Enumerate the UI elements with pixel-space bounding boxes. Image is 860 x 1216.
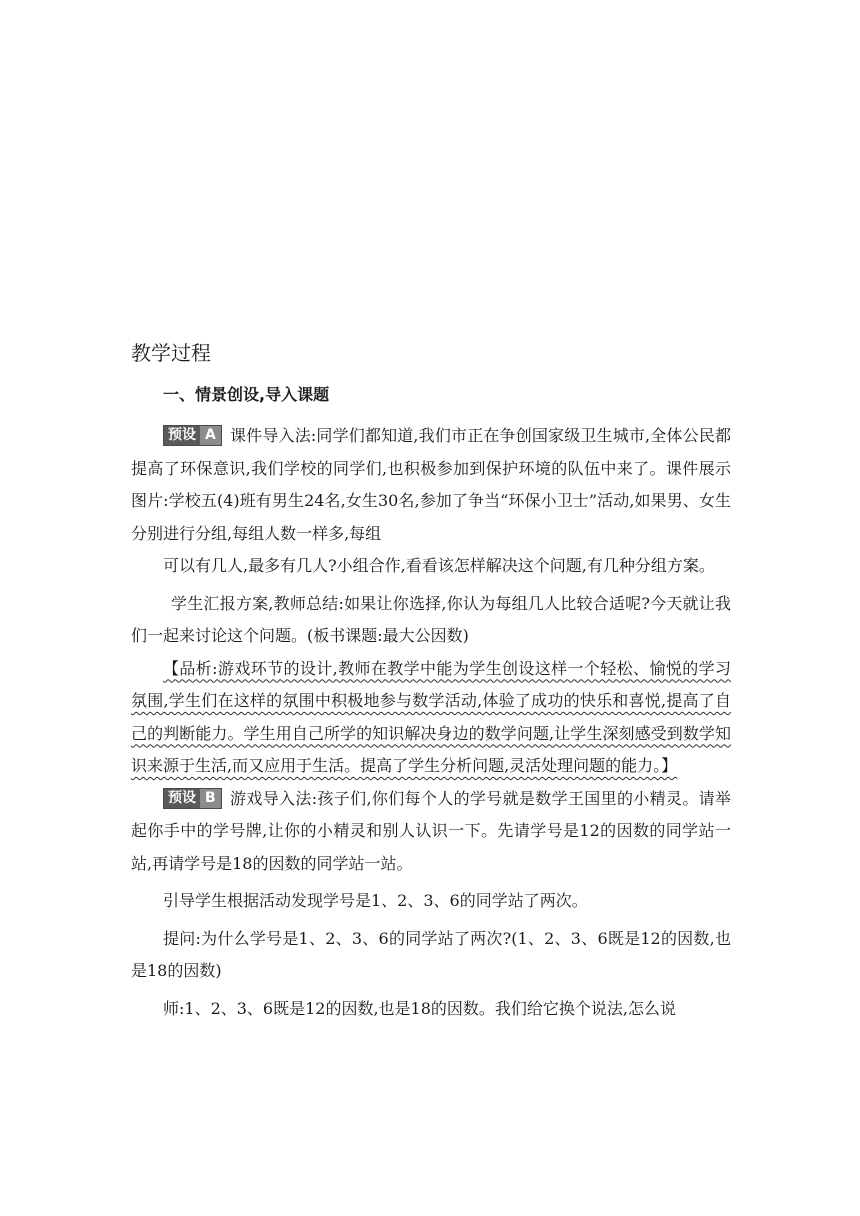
preset-b-paragraph bbox=[131, 783, 731, 881]
preset-a-intro-text: 课件导入法:同学们都知道,我们市正在争创国家级卫生城市,全体公民都提高了环保意识,我们学校的同学们,也积极参加到保护环境的队伍中来了。课件展示图片:学校五(4)班有男生24名,女生30名,参加了争当“环保小卫士”活动,如果男、女生分别进行分组,每组人数一样多,每组 bbox=[131, 426, 731, 543]
preset-b-teacher-paragraph: 师:1、2、3、6既是12的因数,也是18的因数。我们给它换个说法,怎么说 bbox=[163, 998, 677, 1018]
preset-a-question-paragraph: 可以有几人,最多有几人?小组合作,看看该怎样解决这个问题,有几种分组方案。 bbox=[163, 556, 715, 575]
preset-b-question-paragraph: 提问:为什么学号是1、2、3、6的同学站了两次?(1、2、3、6既是12的因数,也是18的因数) bbox=[131, 928, 731, 980]
preset-b-tag bbox=[163, 788, 222, 809]
analysis-paragraph: 【品析:游戏环节的设计,教师在教学中能为学生创设这样一个轻松、愉悦的学习氛围,学生们在这样的氛围中积极地参与数学活动,体验了成功的快乐和喜悦,提高了自己的判断能力。学生用自己所学的知识解决身边的数学问题,让学生深刻感受到数学知识来源于生活,而又应用于生活。提高了学生分析问题,灵活处理问题的能力。】 bbox=[131, 658, 731, 775]
document-body bbox=[131, 338, 731, 1025]
preset-tag-letter: A bbox=[200, 426, 221, 445]
preset-a-paragraph bbox=[131, 420, 731, 550]
section-title: 教学过程 bbox=[131, 341, 211, 365]
preset-a-summary-paragraph: 学生汇报方案,教师总结:如果让你选择,你认为每组几人比较合适呢?今天就让我们一起来讨论这个问题。(板书课题:最大公因数) bbox=[131, 593, 731, 645]
preset-a-tag bbox=[163, 425, 222, 446]
preset-tag-label: 预设 bbox=[164, 426, 200, 445]
preset-b-intro-text: 游戏导入法:孩子们,你们每个人的学号就是数学王国里的小精灵。请举起你手中的学号牌,让你的小精灵和别人认识一下。先请学号是12的因数的同学站一站,再请学号是18的因数的同学站一站。 bbox=[131, 788, 731, 873]
preset-tag-letter: B bbox=[200, 789, 221, 808]
preset-tag-label: 预设 bbox=[164, 789, 200, 808]
preset-b-guide-paragraph: 引导学生根据活动发现学号是1、2、3、6的同学站了两次。 bbox=[163, 891, 588, 910]
section-heading: 一、情景创设,导入课题 bbox=[163, 385, 330, 404]
